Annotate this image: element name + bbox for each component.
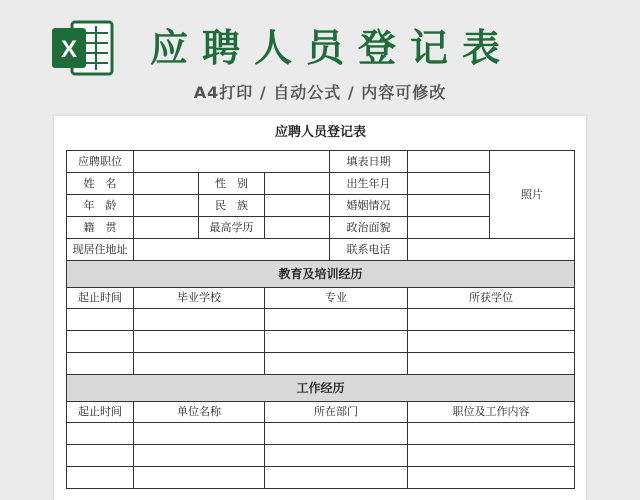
- column-header: 专业: [265, 288, 408, 309]
- work-section-row: [67, 375, 575, 402]
- marital-input[interactable]: [408, 195, 490, 217]
- page-title: 应聘人员登记表: [150, 26, 515, 70]
- position-input[interactable]: [134, 151, 330, 173]
- label-education: 最高学历: [199, 217, 265, 239]
- excel-icon: [50, 18, 116, 78]
- table-cell[interactable]: [408, 423, 575, 445]
- table-cell[interactable]: [265, 309, 408, 331]
- table-cell[interactable]: [408, 353, 575, 375]
- page-subtitle: A4打印 / 自动公式 / 内容可修改: [193, 83, 447, 102]
- table-cell[interactable]: [408, 467, 575, 489]
- table-cell[interactable]: [134, 309, 265, 331]
- table-cell[interactable]: [408, 445, 575, 467]
- fill-date-input[interactable]: [408, 151, 490, 173]
- label-birth: 出生年月: [330, 173, 408, 195]
- column-header: 单位名称: [134, 402, 265, 423]
- ethnicity-input[interactable]: [265, 195, 330, 217]
- table-cell[interactable]: [134, 445, 265, 467]
- label-age: 年 龄: [67, 195, 134, 217]
- name-input[interactable]: [134, 173, 199, 195]
- address-input[interactable]: [134, 239, 330, 261]
- label-ethnicity: 民 族: [199, 195, 265, 217]
- table-cell[interactable]: [67, 331, 134, 353]
- label-phone: 联系电话: [330, 239, 408, 261]
- table-cell[interactable]: [265, 331, 408, 353]
- label-gender: 性 别: [199, 173, 265, 195]
- table-cell[interactable]: [67, 309, 134, 331]
- table-cell[interactable]: [67, 423, 134, 445]
- native-input[interactable]: [134, 217, 199, 239]
- table-cell[interactable]: [408, 331, 575, 353]
- table-cell[interactable]: [67, 445, 134, 467]
- label-name: 姓 名: [67, 173, 134, 195]
- form-row: [67, 151, 575, 173]
- phone-input[interactable]: [408, 239, 575, 261]
- label-address: 现居住地址: [67, 239, 134, 261]
- age-input[interactable]: [134, 195, 199, 217]
- work-entry-row: [67, 467, 575, 489]
- column-header: 起止时间: [67, 288, 134, 309]
- table-cell[interactable]: [67, 353, 134, 375]
- gender-input[interactable]: [265, 173, 330, 195]
- education-section-row: [67, 261, 575, 288]
- table-cell[interactable]: [134, 353, 265, 375]
- label-native: 籍 贯: [67, 217, 134, 239]
- excel-icon-letter: X: [60, 36, 78, 63]
- form-title: 应聘人员登记表: [67, 116, 575, 151]
- header: [0, 0, 640, 116]
- political-input[interactable]: [408, 217, 490, 239]
- table-cell[interactable]: [265, 423, 408, 445]
- column-header: 毕业学校: [134, 288, 265, 309]
- education-section-title: 教育及培训经历: [67, 261, 575, 288]
- label-fill-date: 填表日期: [330, 151, 408, 173]
- work-section-title: 工作经历: [67, 375, 575, 402]
- education-input[interactable]: [265, 217, 330, 239]
- work-entry-row: [67, 423, 575, 445]
- label-political: 政治面貌: [330, 217, 408, 239]
- education-entry-row: [67, 309, 575, 331]
- table-cell[interactable]: [265, 353, 408, 375]
- photo-cell[interactable]: 照片: [490, 151, 575, 239]
- work-entry-row: [67, 445, 575, 467]
- table-cell[interactable]: [265, 467, 408, 489]
- column-header: 所在部门: [265, 402, 408, 423]
- table-cell[interactable]: [408, 309, 575, 331]
- column-header: 起止时间: [67, 402, 134, 423]
- table-cell[interactable]: [134, 331, 265, 353]
- label-marital: 婚姻情况: [330, 195, 408, 217]
- birth-input[interactable]: [408, 173, 490, 195]
- table-cell[interactable]: [67, 467, 134, 489]
- table-cell[interactable]: [134, 423, 265, 445]
- table-cell[interactable]: [134, 467, 265, 489]
- registration-form: [66, 116, 575, 489]
- column-header: 所获学位: [408, 288, 575, 309]
- education-entry-row: [67, 331, 575, 353]
- work-header-row: [67, 402, 575, 423]
- education-entry-row: [67, 353, 575, 375]
- table-cell[interactable]: [265, 445, 408, 467]
- education-header-row: [67, 288, 575, 309]
- form-title-row: [67, 116, 575, 151]
- column-header: 职位及工作内容: [408, 402, 575, 423]
- form-row: [67, 239, 575, 261]
- label-position: 应聘职位: [67, 151, 134, 173]
- form-sheet: [54, 116, 586, 500]
